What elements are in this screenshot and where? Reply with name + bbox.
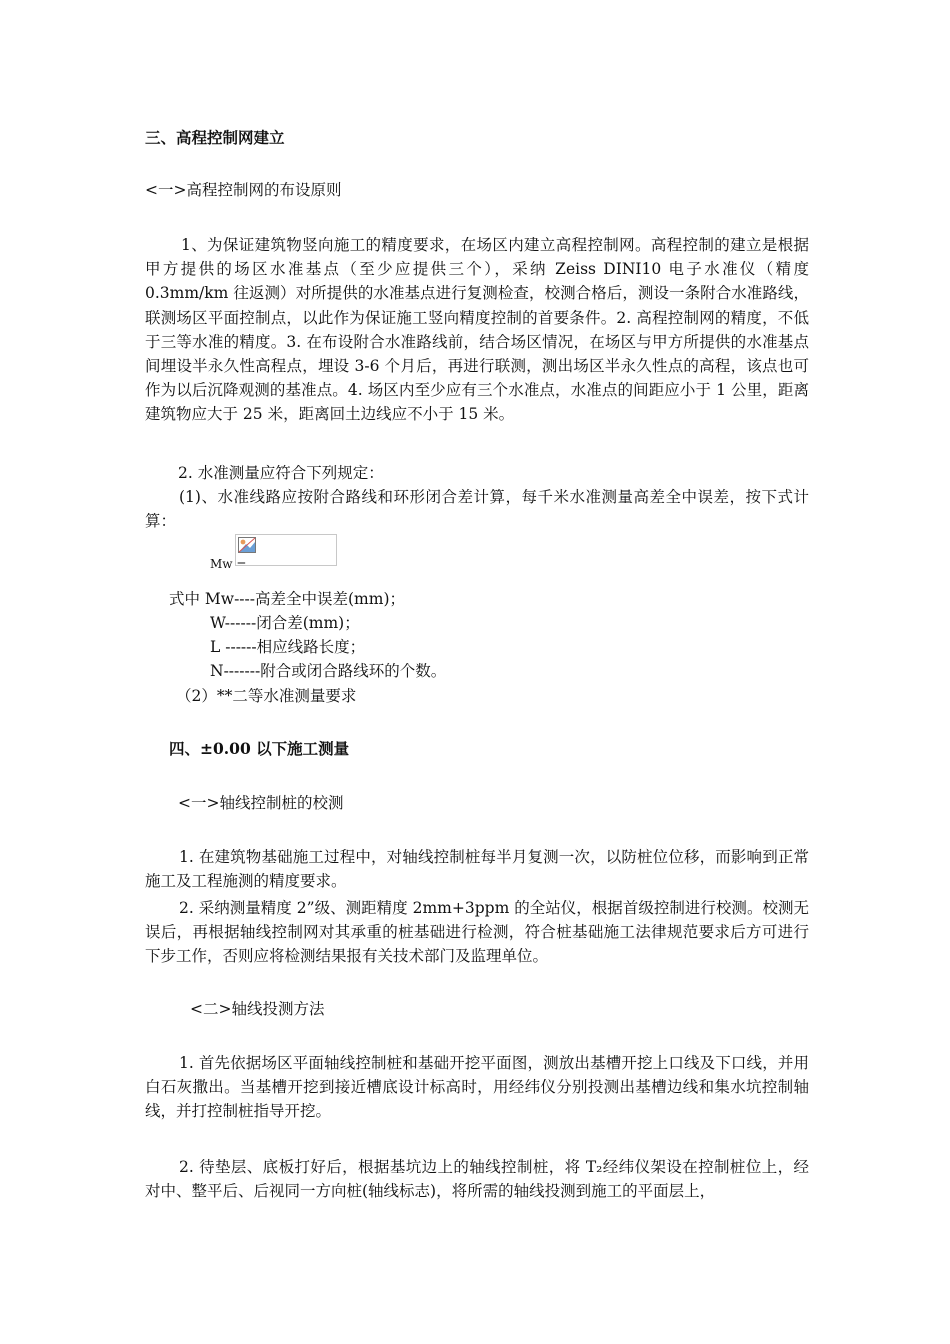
section3-paragraph-2-item-1: (1)、水准线路应按附合路线和环形闭合差计算，每千米水准测量高差全中误差，按下式计算： [145,488,809,531]
section3-item-2: （2）**二等水准测量要求 [176,687,357,705]
section3-paragraph-1: 1、为保证建筑物竖向施工的精度要求，在场区内建立高程控制网。高程控制的建立是根据甲方提供的场区水准基点（至少应提供三个），采纳 Zeiss DINI10 电子水准仪（精度 0.3mm/km 往返测）对所提供的水准基点进行复测检查，校测合格后，测设一条附合水准路线，联测场区平面控制点，以此作为保证施工竖向精度控制的首要条件。2. 高程控制网的精度，不低于三等水准的精度。3. 在布设附合水准路线前，结合场区情况，在场区与甲方所提供的水准基点间埋设半永久性高程点，埋设 3-6 个月后，再进行联测，测出场区半永久性点的高程，该点也可作为以后沉降观测的基准点。4. 场区内至少应有三个水准点，水准点的间距应小于 1 公里，距离建筑物应大于 25 米，距离回土边线应不小于 15 米。 [145,236,809,424]
section4-heading: 四、±0.00 以下施工测量 [169,739,350,758]
section4-subheading-1: <一>轴线控制桩的校测 [178,794,344,812]
section4-paragraph-3: 1. 首先依据场区平面轴线控制桩和基础开挖平面图，测放出基槽开挖上口线及下口线，并用白石灰撒出。当基槽开挖到接近槽底设计标高时，用经纬仪分别投测出基槽边线和集水坑控制轴线，并打控制桩指导开挖。 [145,1054,809,1121]
section4-paragraph-2: 2. 采纳测量精度 2”级、测距精度 2mm+3ppm 的全站仪，根据首级控制进行校测。校测无误后，再根据轴线控制网对其承重的桩基础进行检测，符合桩基础施工法律规范要求后方可进行下步工作，否则应将检测结果报有关技术部门及监理单位。 [145,899,809,966]
section4-paragraph-4: 2. 待垫层、底板打好后，根据基坑边上的轴线控制桩，将 T₂经纬仪架设在控制桩位上，经对中、整平后、后视同一方向桩(轴线标志)，将所需的轴线投测到施工的平面层上， [145,1158,809,1201]
formula-image-placeholder [235,534,337,566]
section4-paragraph-1: 1. 在建筑物基础施工过程中，对轴线控制桩每半月复测一次，以防桩位位移，而影响到正常施工及工程施测的精度要求。 [145,848,809,891]
definition-l: L ------相应线路长度； [210,638,366,656]
formula-label: Mw = [210,557,247,571]
section3-paragraph-2-title: 2. 水准测量应符合下列规定： [178,464,384,482]
section3-subheading-1: <一>高程控制网的布设原则 [145,181,342,199]
definition-w: W------闭合差(mm)； [210,614,360,632]
section4-subheading-2: <二>轴线投测方法 [190,1000,325,1018]
section3-heading: 三、高程控制网建立 [145,128,285,147]
broken-image-icon [238,537,256,553]
definition-n: N-------附合或闭合路线环的个数。 [210,662,447,680]
definition-intro: 式中 Mw----高差全中误差(mm)； [169,590,406,608]
